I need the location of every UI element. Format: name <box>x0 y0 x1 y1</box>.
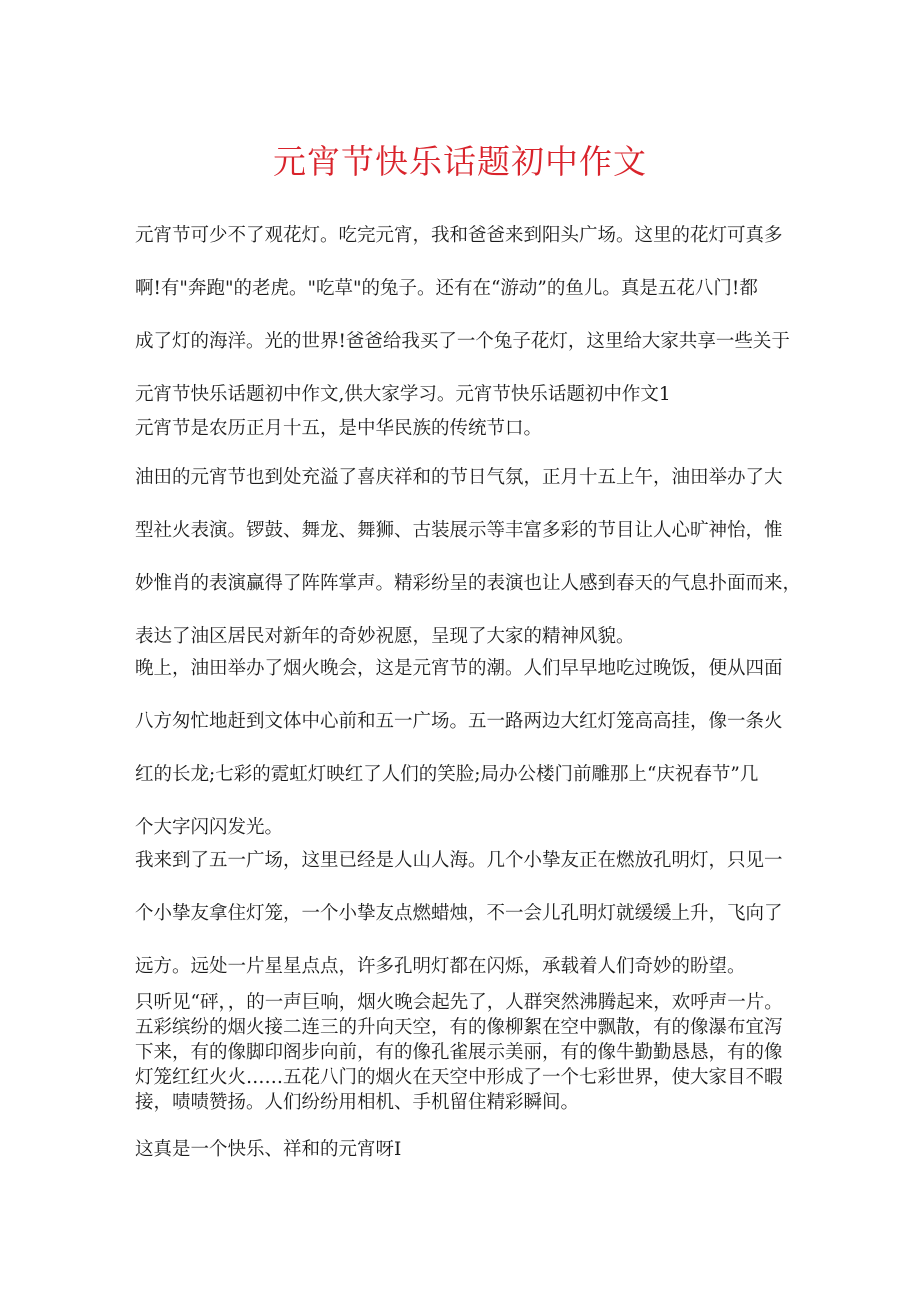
paragraph-intro <box>135 209 795 421</box>
paragraph-line: 远方。远处一片星星点点，许多孔明灯都在闪烁，承载着人们奇妙的盼望。 <box>135 956 746 977</box>
paragraph-line: 灯笼红红火火……五花八门的烟火在天空中形成了一个七彩世界，使大家目不暇 <box>135 1067 783 1088</box>
paragraph-evening-party <box>135 642 795 854</box>
paragraph-line: 只听见“砰，，的一声巨响，烟火晚会起先了，人群突然沸腾起来，欢呼声一片。 <box>135 992 783 1013</box>
paragraph-line: 元宵节是农历正月十五，是中华民族的传统节口。 <box>135 418 543 439</box>
paragraph-line: 五彩缤纷的烟火接二连三的升向天空，有的像柳絮在空中飘散，有的像瀑布宜泻 <box>135 1017 783 1038</box>
paragraph-line: 我来到了五一广场，这里已经是人山人海。几个小挚友正在燃放孔明灯，只见一 <box>135 850 783 871</box>
paragraph-line: 晚上，油田举办了烟火晚会，这是元宵节的潮。人们早早地吃过晚饭，便从四面 <box>135 658 783 679</box>
paragraph-line: 型社火表演。锣鼓、舞龙、舞狮、古装展示等丰富多彩的节目让人心旷神怡，惟 <box>135 520 783 541</box>
paragraph-line: 红的长龙;七彩的霓虹灯映红了人们的笑脸;局办公楼门前雕那上“庆祝春节”几 <box>135 764 759 785</box>
paragraph-festival-date <box>135 402 795 455</box>
paragraph-line: 啊!有"奔跑"的老虎。"吃草"的兔子。还有在“游动”的鱼儿。真是五花八门!都 <box>135 278 758 299</box>
paragraph-line: 接，啧啧赞扬。人们纷纷用相机、手机留住精彩瞬间。 <box>135 1092 580 1113</box>
paragraph-line: 八方匆忙地赶到文体中心前和五一广场。五一路两边大红灯笼高高挂，像一条火 <box>135 711 783 732</box>
paragraph-line: 个大字闪闪发光。 <box>135 817 284 838</box>
paragraph-line: 表达了油区居民对新年的奇妙祝愿，呈现了大家的精神风貌。 <box>135 626 635 647</box>
paragraph-line: 下来，有的像脚印阁步向前，有的像孔雀展示美丽，有的像牛勤勤恳恳，有的像 <box>135 1042 783 1063</box>
paragraph-sky-lanterns <box>135 834 795 993</box>
paragraph-line: 个小挚友拿住灯笼，一个小挚友点燃蜡烛，不一会儿孔明灯就缓缓上升，飞向了 <box>135 903 783 924</box>
paragraph-line: 元宵节快乐话题初中作文,供大家学习。元宵节快乐话题初中作文1 <box>135 384 671 405</box>
paragraph-line: 成了灯的海洋。光的世界!爸爸给我买了一个兔子花灯，这里给大家共享一些关于 <box>135 331 790 352</box>
paragraph-line: 这真是一个快乐、祥和的元宵呀I <box>135 1139 402 1160</box>
paragraph-fireworks <box>135 990 795 1115</box>
document-title: 元宵节快乐话题初中作文 <box>273 142 647 181</box>
paragraph-line: 元宵节可少不了观花灯。吃完元宵，我和爸爸来到阳头广场。这里的花灯可真多 <box>135 225 783 246</box>
paragraph-line: 妙惟肖的表演赢得了阵阵掌声。精彩纷呈的表演也让人感到春天的气息扑面而来， <box>135 573 802 594</box>
paragraph-closing <box>135 1137 795 1162</box>
paragraph-line: 油田的元宵节也到处充溢了喜庆祥和的节日气氛，正月十五上午，油田举办了大 <box>135 467 783 488</box>
paragraph-morning-show <box>135 451 802 663</box>
